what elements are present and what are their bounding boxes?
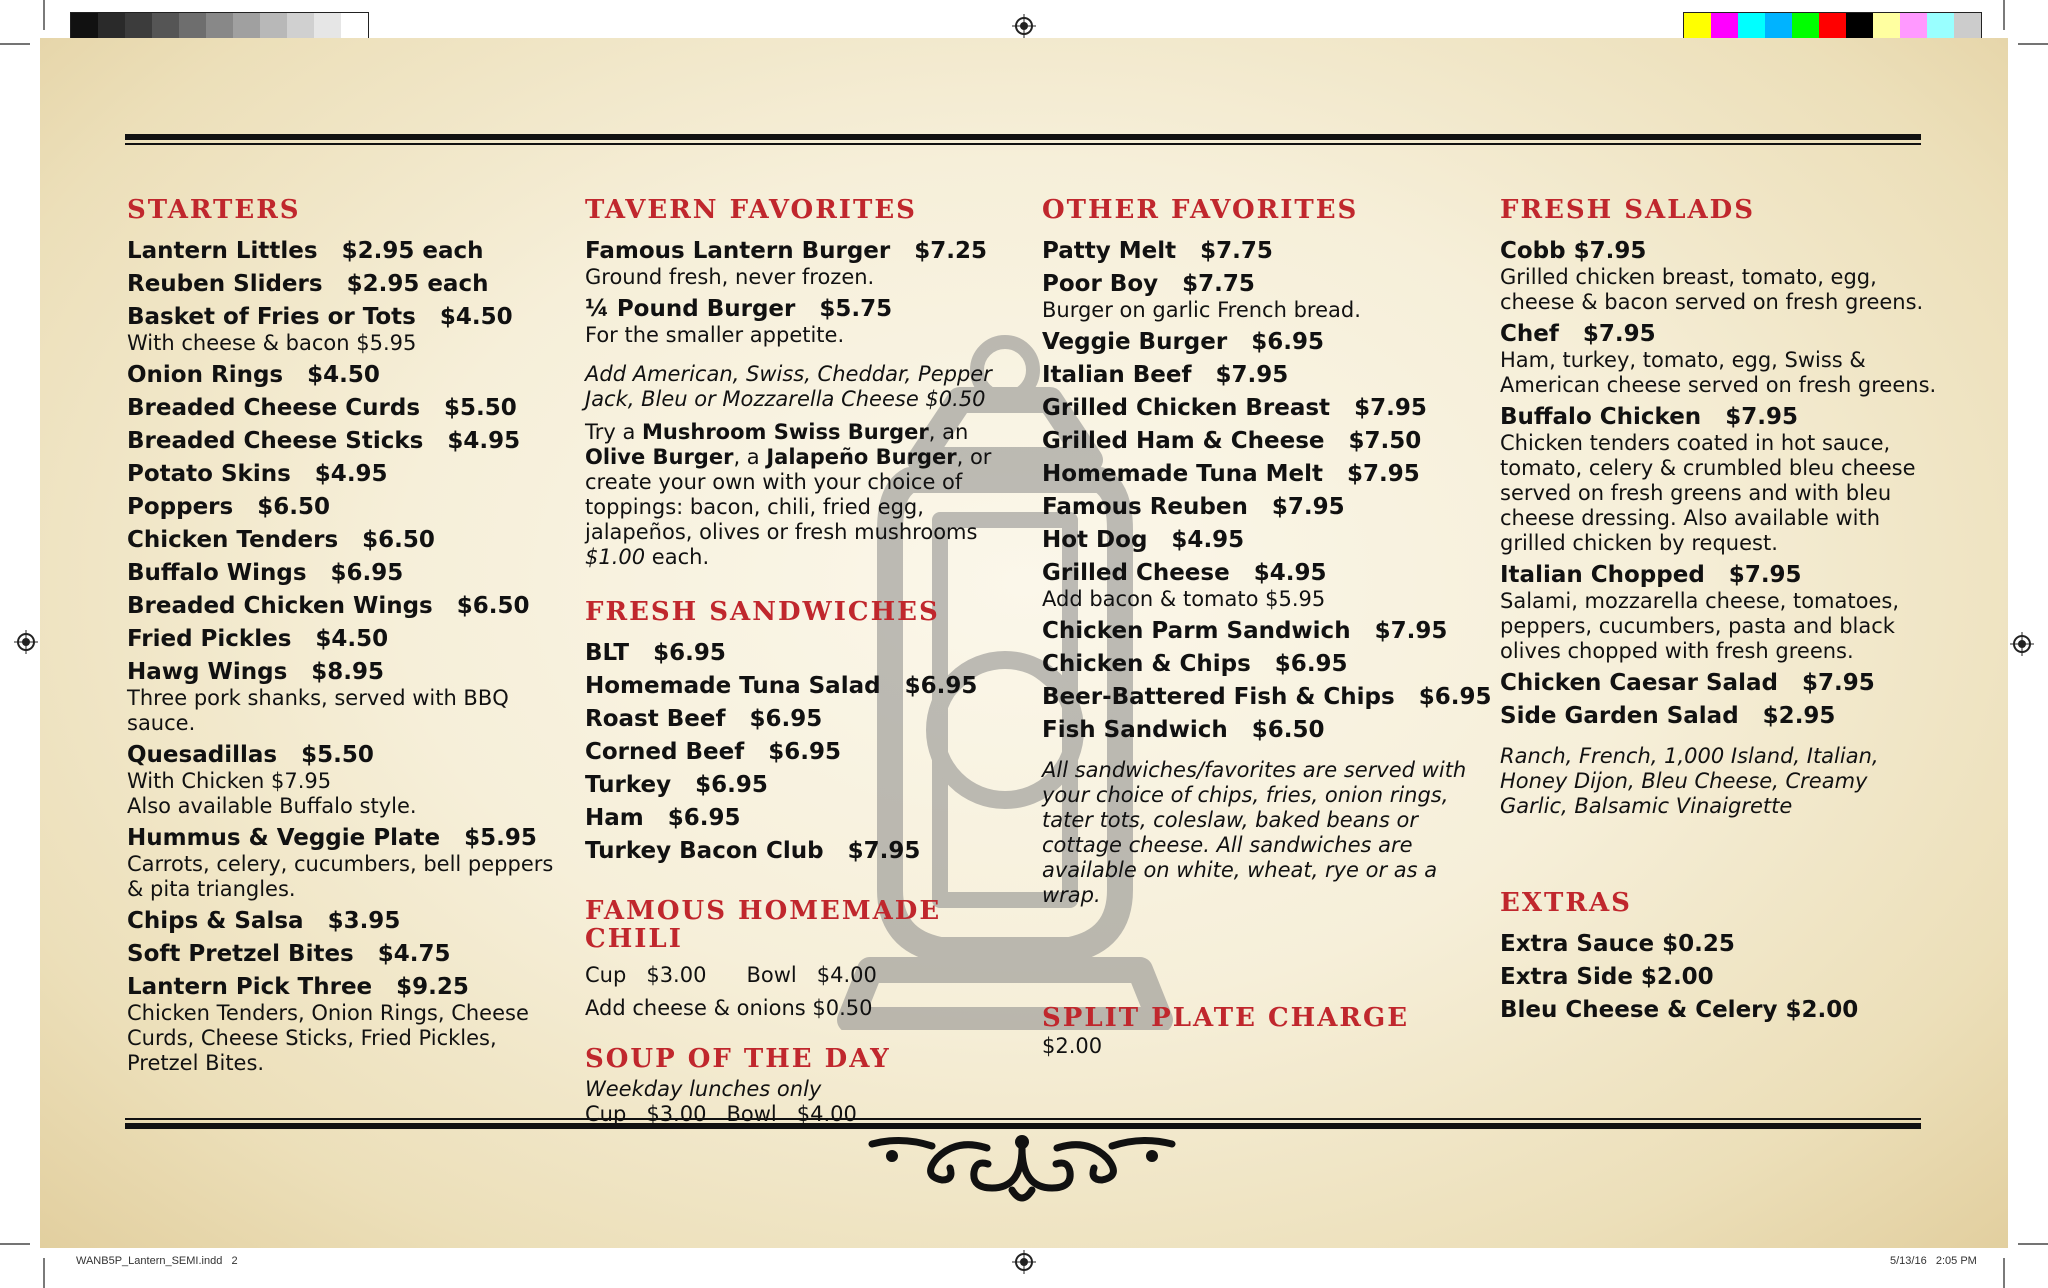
menu-item [1042, 618, 1482, 645]
menu-item-description: Ham, turkey, tomato, egg, Swiss & American cheese served on fresh greens. [1500, 348, 1937, 397]
menu-item-description: Carrots, celery, cucumbers, bell peppers & pita triangles. [127, 852, 554, 901]
tavern-heading: TAVERN FAVORITES [585, 195, 917, 225]
menu-item [585, 838, 1005, 865]
menu-item-name: Homemade Tuna Melt $7.95 [1042, 461, 1420, 487]
sandwich-sides-note: All sandwiches/favorites are served with your choice of chips, fries, onion rings, tater tots, coleslaw, baked beans or cottage cheese. All sandwiches are available on white, wheat, rye or as a wrap. [1042, 758, 1467, 907]
salads-heading: FRESH SALADS [1500, 195, 1756, 225]
menu-item-name: Homemade Tuna Salad $6.95 [585, 673, 978, 699]
chili-heading: FAMOUS HOMEMADE CHILI [585, 896, 942, 954]
menu-item [1042, 395, 1482, 422]
starters-column [127, 196, 567, 1082]
menu-item [127, 238, 567, 265]
cheese-addon-note: Add American, Swiss, Cheddar, Pepper Jack, Bleu or Mozzarella Cheese $0.50 [585, 362, 992, 411]
menu-item-name: Fish Sandwich $6.50 [1042, 717, 1325, 743]
menu-item [127, 941, 567, 968]
menu-item [127, 593, 567, 620]
menu-item-name: Chicken Tenders $6.50 [127, 527, 435, 553]
menu-item-description: Salami, mozzarella cheese, tomatoes, peppers, cucumbers, pasta and black olives chopped with fresh greens. [1500, 589, 1899, 663]
mushroom-swiss-burger: Mushroom Swiss Burger [642, 420, 929, 444]
soup-heading: SOUP OF THE DAY [585, 1044, 891, 1074]
menu-item-name: Soft Pretzel Bites $4.75 [127, 941, 451, 967]
menu-item-name: Potato Skins $4.95 [127, 461, 388, 487]
menu-item [1500, 703, 1940, 730]
menu-item [1042, 461, 1482, 488]
slug-filename: WANB5P_Lantern_SEMI.indd 2 [76, 1255, 238, 1267]
sandwiches-heading: FRESH SANDWICHES [585, 597, 940, 627]
menu-item-description: Chicken Tenders, Onion Rings, Cheese Curds, Cheese Sticks, Fried Pickles, Pretzel Bites. [127, 1001, 529, 1075]
menu-item-name: Breaded Chicken Wings $6.50 [127, 593, 530, 619]
menu-item-description: Burger on garlic French bread. [1042, 298, 1361, 322]
menu-item-name: Chicken & Chips $6.95 [1042, 651, 1348, 677]
menu-item-name: Cobb $7.95 [1500, 238, 1647, 264]
menu-item [1042, 238, 1482, 265]
menu-item-name: Buffalo Chicken $7.95 [1500, 404, 1798, 430]
menu-item-name: Lantern Pick Three $9.25 [127, 974, 469, 1000]
menu-item-name: Extra Side $2.00 [1500, 964, 1714, 990]
menu-item-description: Grilled chicken breast, tomato, egg, cheese & bacon served on fresh greens. [1500, 265, 1924, 314]
split-price: $2.00 [1042, 1034, 1103, 1058]
menu-item-name: Chef $7.95 [1500, 321, 1656, 347]
menu-item-name: Beer-Battered Fish & Chips $6.95 [1042, 684, 1492, 710]
other-column [1042, 195, 1492, 1059]
menu-item [127, 494, 567, 521]
menu-item-name: Turkey Bacon Club $7.95 [585, 838, 921, 864]
menu-item [1500, 997, 1940, 1024]
registration-mark-left [14, 630, 38, 654]
menu-item-name: Fried Pickles $4.50 [127, 626, 389, 652]
scroll-ornament [862, 1128, 1182, 1208]
menu-item-name: Breaded Cheese Sticks $4.95 [127, 428, 521, 454]
starters-heading: STARTERS [127, 195, 301, 225]
menu-item-name: ¼ Pound Burger $5.75 [585, 296, 893, 322]
menu-item-name: Buffalo Wings $6.95 [127, 560, 404, 586]
menu-item [1500, 670, 1940, 697]
olive-burger: Olive Burger [585, 445, 734, 469]
menu-item-name: Patty Melt $7.75 [1042, 238, 1273, 264]
menu-item-name: Famous Lantern Burger $7.25 [585, 238, 988, 264]
menu-item [1042, 271, 1482, 323]
menu-item [127, 626, 567, 653]
menu-item-name: Hawg Wings $8.95 [127, 659, 385, 685]
menu-item [1042, 362, 1482, 389]
menu-item [127, 527, 567, 554]
menu-item-name: Basket of Fries or Tots $4.50 [127, 304, 513, 330]
menu-item-name: Hot Dog $4.95 [1042, 527, 1245, 553]
menu-item [1042, 494, 1482, 521]
menu-item [127, 395, 567, 422]
menu-item-name: Side Garden Salad $2.95 [1500, 703, 1836, 729]
menu-item-name: Poor Boy $7.75 [1042, 271, 1255, 297]
menu-item-name: Chicken Caesar Salad $7.95 [1500, 670, 1875, 696]
menu-item [127, 304, 567, 356]
menu-item-description: Chicken tenders coated in hot sauce, tomato, celery & crumbled bleu cheese served on fresh greens and with bleu cheese dressing. Also available with grilled chicken by request. [1500, 431, 1916, 555]
extras-heading: EXTRAS [1500, 888, 1632, 918]
menu-item-name: Quesadillas $5.50 [127, 742, 374, 768]
menu-item-name: Roast Beef $6.95 [585, 706, 823, 732]
menu-item-name: BLT $6.95 [585, 640, 726, 666]
menu-item [127, 428, 567, 455]
menu-item [1500, 404, 1940, 556]
jalapeno-burger: Jalapeño Burger [766, 445, 957, 469]
menu-item-description: Ground fresh, never frozen. [585, 265, 875, 289]
menu-item-name: Famous Reuben $7.95 [1042, 494, 1345, 520]
menu-item-name: Poppers $6.50 [127, 494, 330, 520]
menu-item-name: Reuben Sliders $2.95 each [127, 271, 489, 297]
chili-prices: Cup $3.00 Bowl $4.00 [585, 963, 877, 987]
menu-item [1500, 931, 1940, 958]
registration-mark-bottom [1012, 1250, 1036, 1274]
menu-item-name: Veggie Burger $6.95 [1042, 329, 1324, 355]
menu-item [585, 238, 1005, 290]
split-heading: SPLIT PLATE CHARGE [1042, 1003, 1410, 1033]
burger-options-text: Try a Mushroom Swiss Burger, an Olive Burger, a Jalapeño Burger, or create your own with your choice of toppings: bacon, chili, fried egg, jalapeños, olives or fresh mushrooms $1.00 each. [585, 420, 992, 569]
menu-item-name: Italian Beef $7.95 [1042, 362, 1289, 388]
registration-mark-right [2010, 632, 2034, 656]
menu-item-name: Grilled Ham & Cheese $7.50 [1042, 428, 1422, 454]
tavern-column [585, 196, 1005, 1127]
menu-item [1500, 964, 1940, 991]
menu-item [1042, 527, 1482, 554]
menu-item-description: Add bacon & tomato $5.95 [1042, 587, 1326, 611]
topping-price: $1.00 [585, 545, 646, 569]
menu-item-description: Three pork shanks, served with BBQ sauce. [127, 686, 509, 735]
menu-item [127, 271, 567, 298]
menu-item-name: Onion Rings $4.50 [127, 362, 380, 388]
menu-item [1042, 717, 1482, 744]
menu-item [1500, 238, 1940, 315]
menu-item [127, 461, 567, 488]
menu-item [1042, 329, 1482, 356]
top-rule [125, 134, 1921, 145]
menu-item [127, 825, 567, 902]
menu-item [585, 739, 1005, 766]
menu-item [1042, 428, 1482, 455]
soup-note: Weekday lunches only [585, 1077, 822, 1101]
menu-item [1500, 321, 1940, 398]
menu-item [1500, 562, 1940, 664]
menu-item-name: Lantern Littles $2.95 each [127, 238, 484, 264]
menu-item-name: Grilled Chicken Breast $7.95 [1042, 395, 1427, 421]
menu-item [127, 908, 567, 935]
menu-item-name: Extra Sauce $0.25 [1500, 931, 1735, 957]
menu-item [585, 805, 1005, 832]
menu-item-name: Hummus & Veggie Plate $5.95 [127, 825, 537, 851]
menu-item-name: Bleu Cheese & Celery $2.00 [1500, 997, 1859, 1023]
menu-item-name: Turkey $6.95 [585, 772, 768, 798]
menu-item-name: Italian Chopped $7.95 [1500, 562, 1802, 588]
menu-item [585, 296, 1005, 348]
soup-prices: Cup $3.00 Bowl $4.00 [585, 1102, 857, 1126]
chili-addon: Add cheese & onions $0.50 [585, 996, 873, 1020]
menu-item-name: Chicken Parm Sandwich $7.95 [1042, 618, 1448, 644]
menu-item-name: Ham $6.95 [585, 805, 741, 831]
menu-item [127, 362, 567, 389]
menu-item [127, 659, 567, 736]
menu-item-description: With cheese & bacon $5.95 [127, 331, 417, 355]
menu-item [585, 640, 1005, 667]
salads-column [1500, 196, 1940, 1030]
menu-item [585, 706, 1005, 733]
menu-item-name: Breaded Cheese Curds $5.50 [127, 395, 517, 421]
slug-timestamp: 5/13/16 2:05 PM [1890, 1255, 1977, 1267]
menu-item-description: With Chicken $7.95 Also available Buffalo style. [127, 769, 417, 818]
menu-item [127, 560, 567, 587]
menu-item [127, 742, 567, 819]
dressings-note: Ranch, French, 1,000 Island, Italian, Honey Dijon, Bleu Cheese, Creamy Garlic, Balsamic Vinaigrette [1500, 744, 1879, 818]
menu-item-description: For the smaller appetite. [585, 323, 845, 347]
menu-item-name: Grilled Cheese $4.95 [1042, 560, 1327, 586]
registration-mark-top [1012, 14, 1036, 38]
menu-item-name: Chips & Salsa $3.95 [127, 908, 401, 934]
menu-item [1042, 560, 1482, 612]
other-heading: OTHER FAVORITES [1042, 195, 1359, 225]
menu-item [1042, 684, 1492, 711]
menu-item [585, 772, 1005, 799]
menu-item [127, 974, 567, 1076]
menu-item [1042, 651, 1482, 678]
menu-item-name: Corned Beef $6.95 [585, 739, 841, 765]
menu-item [585, 673, 1005, 700]
